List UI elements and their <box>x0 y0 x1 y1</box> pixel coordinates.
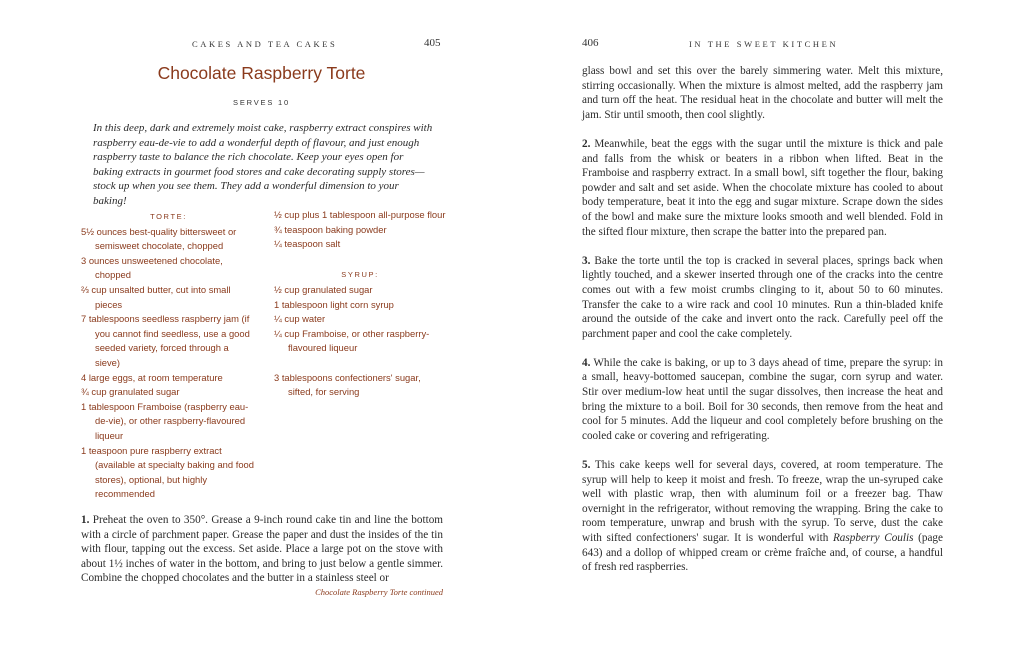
method-text <box>582 64 943 589</box>
ingredient-item: 3 tablespoons confectioners' sugar, sifted, for serving <box>274 371 421 398</box>
ingredient-item: ¼ teaspoon salt <box>274 238 341 250</box>
serving-ingredient-list <box>274 371 446 400</box>
page-number: 406 <box>582 37 599 49</box>
step-number: 2. <box>582 137 591 150</box>
right-page <box>512 0 1024 670</box>
step-text: This cake keeps well for several days, covered, at room temperature. The syrup will help to keep it moist and fresh. To freeze, wrap the un-syruped cake well with plastic wrap, then with aluminum foil or a freezer bag. Thaw overnight in the refrigerator, without removing the wrapping. Bring the cake to room temperature, unwrap and brush with the syrup. To serve, dust the cake with sifted confectioners' sugar. It is wonderful with <box>582 459 943 544</box>
step-1-continued: glass bowl and set this over the barely simmering water. Melt this mixture, stirring occasionally. When the mixture is almost melted, add the raspberry jam and turn off the heat. The residual heat in the chocolate and butter will melt the jam. Stir until smooth, then cool slightly. <box>582 65 943 121</box>
serves-label: SERVES 10 <box>233 98 290 107</box>
ingredient-item: 7 tablespoons seedless raspberry jam (if you cannot find seedless, use a good seeded variety, forced through a sieve) <box>81 313 250 368</box>
ingredients-column-left <box>81 208 256 502</box>
ingredient-item: 4 large eggs, at room temperature <box>81 371 223 383</box>
continued-note: Chocolate Raspberry Torte continued <box>315 587 443 597</box>
ingredient-item: ¼ cup Framboise, or other raspberry-flavoured liqueur <box>274 327 430 354</box>
torte-ingredient-list <box>81 225 256 502</box>
ingredient-item: 1 tablespoon light corn syrup <box>274 298 394 310</box>
running-head: IN THE SWEET KITCHEN <box>689 39 839 49</box>
ingredient-item: ¼ cup water <box>274 313 326 325</box>
step-text-end: (page 643) and a dollop of whipped cream or crème fraîche and, of course, a handful of fresh red raspberries. <box>582 532 943 574</box>
step-number: 3. <box>582 254 591 267</box>
ingredient-item: ½ cup granulated sugar <box>274 283 373 295</box>
running-head: CAKES AND TEA CAKES <box>192 39 338 49</box>
ingredient-item: 5½ ounces best-quality bittersweet or semisweet chocolate, chopped <box>81 225 237 252</box>
ingredient-item: 1 teaspoon pure raspberry extract (available at specialty baking and food stores), optional, but highly recommended <box>81 444 254 500</box>
ingredients-column-right <box>274 208 446 400</box>
torte-ingredient-list-continued <box>274 208 446 252</box>
ingredient-item: ¾ teaspoon baking powder <box>274 223 387 235</box>
step-text: Bake the torte until the top is cracked in several places, springs back when lightly touched, and a skewer inserted through one of the cracks into the centre comes out with a few moist crumbs clinging to it, about 50 to 60 minutes. Transfer the cake to a wire rack and cool 10 minutes. Run a thin-bladed knife around the outside of the cake and invert onto the rack. Carefully peel off the parchment paper and cool the cake completely. <box>582 254 944 340</box>
step-text: While the cake is baking, or up to 3 days ahead of time, prepare the syrup: in a small, heavy-bottomed saucepan, combine the sugar, corn syrup and water. Stir over medium-low heat until the sugar dissolves, then increase the heat and bring the mixture to a boil. Boil for 30 seconds, then remove from the heat and cool for 5 minutes. Add the liqueur and cool completely before brushing on the cooled cake or covering and refrigerating. <box>582 356 943 442</box>
ingredient-item: 3 ounces unsweetened chocolate, chopped <box>81 254 223 281</box>
ingredient-item: ½ cup plus 1 tablespoon all-purpose flour <box>274 209 446 220</box>
cross-reference: Raspberry Coulis <box>832 532 914 544</box>
step-5 <box>582 458 943 575</box>
ingredient-item: 1 tablespoon Framboise (raspberry eau-de-vie), or other raspberry-flavoured liqueur <box>81 400 249 441</box>
step-1 <box>81 513 443 586</box>
recipe-title: Chocolate Raspberry Torte <box>157 63 366 83</box>
step-text: Preheat the oven to 350°. Grease a 9-inch round cake tin and line the bottom with a circle of parchment paper. Grease the paper and dust the insides of the tin with flour, tapping out the excess. Set aside. Place a large pot on the stove with about 1½ inches of water in the bottom, and bring to just below a gentle simmer. Combine the chopped chocolates and the butter in a stainless steel or <box>81 514 443 585</box>
ingredient-item: ⅔ cup unsalted butter, cut into small pieces <box>81 283 231 310</box>
step-number: 4. <box>582 356 591 369</box>
step-4 <box>582 356 943 444</box>
step-3 <box>582 254 943 342</box>
step-text: Meanwhile, beat the eggs with the sugar until the mixture is thick and pale and falls from the whisk or beaters in a ribbon when lifted. Beat in the Framboise and raspberry extract. In a small bowl, sift together the flour, baking powder and salt and set aside. When the chocolate mixture has cooled to about body temperature, beat it into the egg and sugar mixture. Scrape down the sides of the bowl and make sure the mixture looks smooth and well blended. Fold in the sifted flour mixture, then scrape the batter into the prepared pan. <box>582 137 943 238</box>
step-2 <box>582 137 943 239</box>
torte-heading: TORTE: <box>150 212 187 221</box>
step-number: 5. <box>582 459 591 472</box>
page-number: 405 <box>424 37 441 49</box>
recipe-intro: In this deep, dark and extremely moist cake, raspberry extract conspires with raspberry eau-de-vie to add a wonderful depth of flavour, and just enough raspberry taste to balance the rich chocolate. Keep your eyes open for baking extracts in gourmet food stores and cake decorating supply stores—stock up when you see them. They add a wonderful dimension to your baking! <box>93 122 433 207</box>
syrup-heading: SYRUP: <box>341 270 379 280</box>
ingredient-item: ¾ cup granulated sugar <box>81 386 180 398</box>
syrup-ingredient-list <box>274 283 446 356</box>
step-number: 1. <box>81 514 90 526</box>
